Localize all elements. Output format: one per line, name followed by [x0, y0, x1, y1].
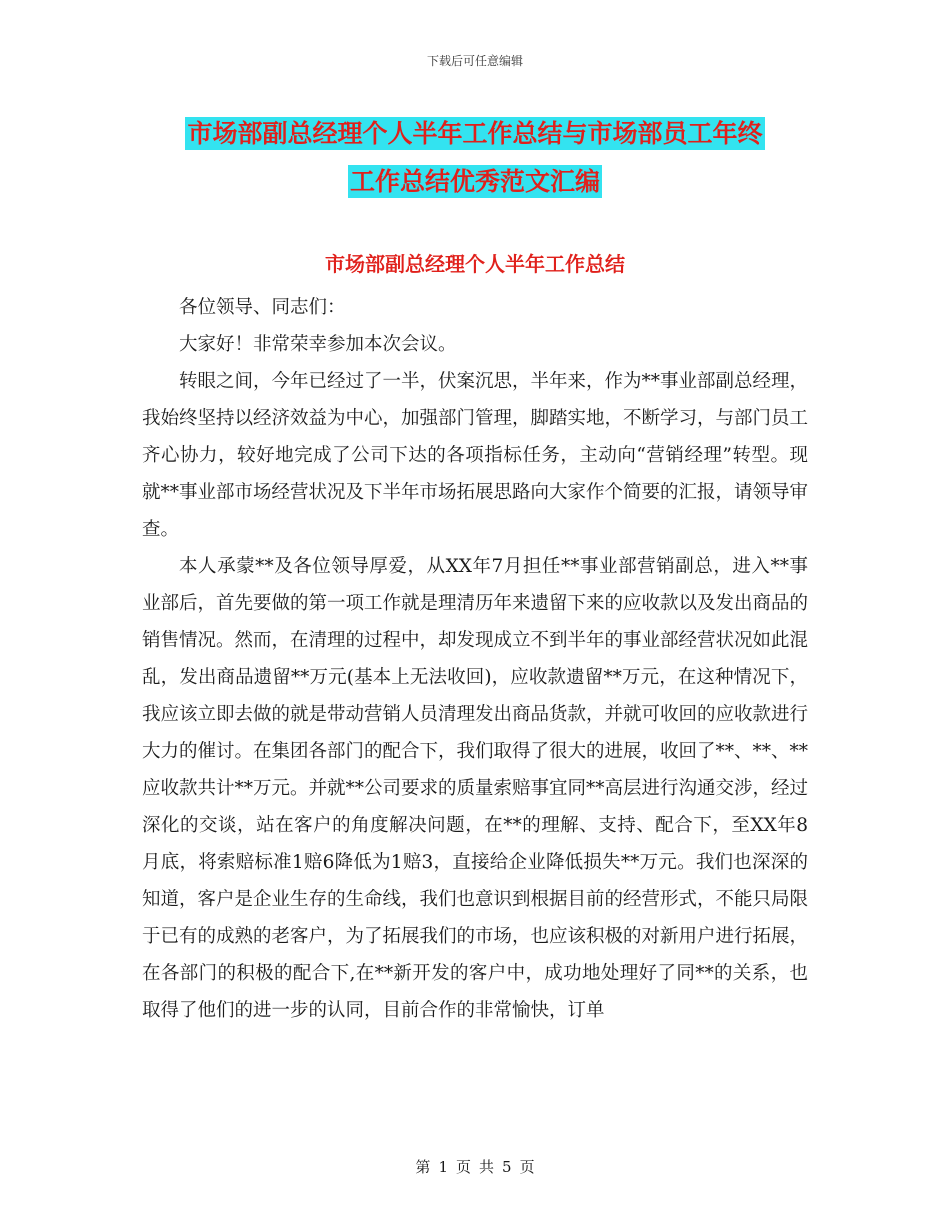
- body-text: [142, 289, 808, 1029]
- document-title-line-2: 工作总结优秀范文汇编: [349, 167, 600, 196]
- page-label-prefix: 第: [415, 1158, 431, 1176]
- work-review-paragraph: 本人承蒙**及各位领导厚爱，从XX年7月担任**事业部营销副总，进入**事业部后，首先要做的第一项工作就是理清历年来遗留下来的应收款以及发出商品的销售情况。然而，在清理的过程中，却发现成立不到半年的事业部经营状况如此混乱，发出商品遗留**万元(基本上无法收回)，应收款遗留**万元，在这种情况下，我应该立即去做的就是带动营销人员清理发出商品货款，并就可收回的应收款进行大力的催讨。在集团各部门的配合下，我们取得了很大的进展，收回了**、**、**应收款共计**万元。并就**公司要求的质量索赔事宜同**高层进行沟通交涉，经过深化的交谈，站在客户的角度解决问题，在**的理解、支持、配合下，至XX年8月底，将索赔标准1赔6降低为1赔3，直接给企业降低损失**万元。我们也深深的知道，客户是企业生存的生命线，我们也意识到根据目前的经营形式，不能只局限于已有的成熟的老客户，为了拓展我们的市场，也应该积极的对新用户进行拓展，在各部门的积极的配合下,在**新开发的客户中，成功地处理好了同**的关系，也取得了他们的进一步的认同，目前合作的非常愉快，订单: [142, 556, 809, 1021]
- greeting-paragraph: 大家好！非常荣幸参加本次会议。: [179, 334, 457, 355]
- document-title: [140, 110, 810, 206]
- page-footer: [0, 1156, 950, 1177]
- page-label-mid: 页: [455, 1158, 471, 1176]
- page-label-suffix: 页: [519, 1158, 535, 1176]
- section-title: 市场部副总经理个人半年工作总结: [325, 252, 625, 276]
- salutation-paragraph: 各位领导、同志们：: [179, 297, 346, 318]
- intro-paragraph: 转眼之间，今年已经过了一半，伏案沉思，半年来，作为**事业部副总经理，我始终坚持以经济效益为中心，加强部门管理，脚踏实地，不断学习，与部门员工齐心协力，较好地完成了公司下达的各项指标任务，主动向“营销经理”转型。现就**事业部市场经营状况及下半年市场拓展思路向大家作个简要的汇报，请领导审查。: [142, 371, 809, 540]
- page-total: 5: [502, 1158, 512, 1176]
- document-title-line-1: 市场部副总经理个人半年工作总结与市场部员工年终: [187, 119, 763, 148]
- page-total-prefix: 共: [479, 1158, 495, 1176]
- page-current: 1: [438, 1158, 448, 1176]
- header-note: 下载后可任意编辑: [426, 54, 523, 68]
